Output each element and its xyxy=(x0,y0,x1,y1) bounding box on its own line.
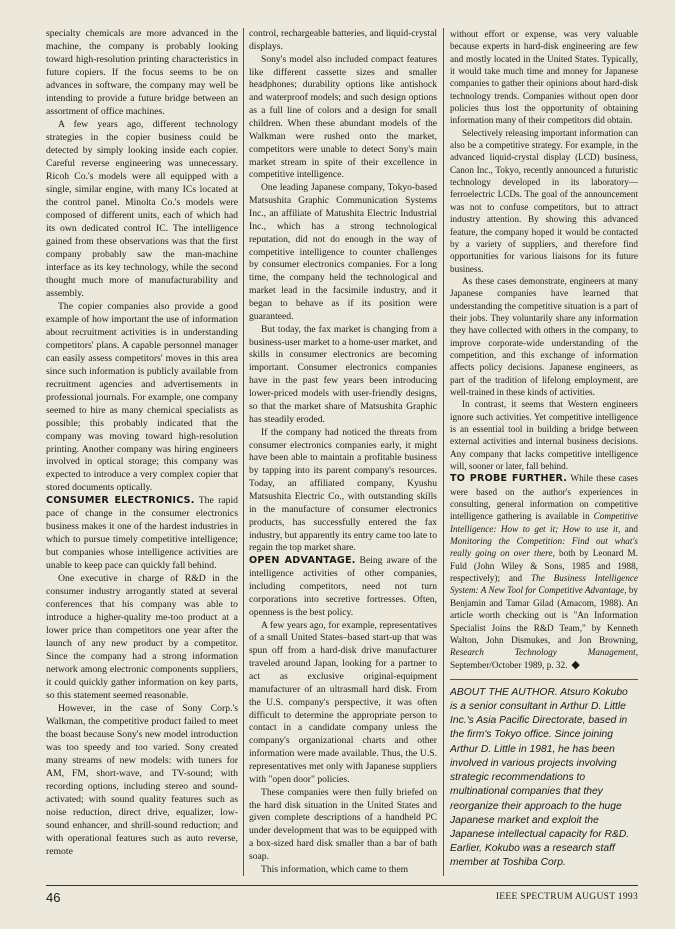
paragraph xyxy=(249,555,437,619)
about-author-lead: ABOUT THE AUTHOR. xyxy=(450,686,558,698)
article-column-3 xyxy=(450,28,638,871)
paragraph-text: While these cases were based on the author's experiences in consulting, general information on competitive intelligence gathering is available in xyxy=(450,473,638,522)
paragraph: But today, the fax market is changing from a business-user market to a home-user market, and skills in consumer electronics are becoming important. Consumer electronics companies have in the past few years been introducing lower-priced models with user-friendly designs, so that the market share of Matsushita Graphic has steadily eroded. xyxy=(249,323,437,425)
paragraph: A few years ago, different technology strategies in the copier business could be detected by simply looking inside each copier. Careful reverse engineering was unnecessary. Ricoh Co.'s models were all equipped with a single, similar engine, with many ICs located at the control panel. Minolta Co.'s models were composed of different units, each of which had its own dedicated control IC. The intelligence gained from these observations was that the first company probably saw the man-machine interface as its key technology, while the second thought much more of manufacturability and assembly. xyxy=(46,118,238,299)
paragraph: Selectively releasing important information can also be a competitive strategy. For example, in the advanced liquid-crystal display (LCD) business, Canon Inc., Tokyo, recently announced a futuristic technology developed in its laboratory—ferroelectric LCDs. The goal of the announcement was not to confuse competitors, but to attract industry attention. By showing this advanced feature, the company hoped it would be contacted by a variety of suppliers, and therefore find opportunities for various liaisons for its future business. xyxy=(450,127,638,274)
section-subhead: OPEN ADVANTAGE. xyxy=(249,555,356,567)
book-title: Competitive Intelligence: How to get it; How to use it, xyxy=(450,511,638,534)
paragraph-text: Being aware of the intelligence activities of other companies, including competitors, need not turn corporations into secretive fortresses. Often, openness is the best policy. xyxy=(249,555,437,618)
paragraph: The copier companies also provide a good example of how important the use of information about recruitment activities is in understanding competitors' plans. A capable personnel manager can easily assess competitors' moves in this area since such information is publicly available from recruitment agencies and advertisements in professional journals. For example, one company seemed to hire as many chemical specialists as possible; this probably indicated that the company was moving toward high-resolution printing. Another company was hiring engineers involved in optical storage; this company was expected to introduce a very complex copier that stored documents optically. xyxy=(46,300,238,494)
paragraph: If the company had noticed the threats from consumer electronics companies early, it might have been able to maintain a profitable business by tapping into its parent company's resources. Today, an affiliated company, Kyushu Matsushita Electric Co., with outstanding skills in the manufacture of consumer electronics products, has successfully entered the fax industry, but apparently its entry came too late to regain the top market share. xyxy=(249,426,437,554)
paragraph: In contrast, it seems that Western engineers ignore such activities. Yet competitive intelligence is an essential tool in building a bridge between external activities and internal business decisions. Any company that lacks competitive intelligence will, sooner or later, fall behind. xyxy=(450,399,638,472)
column-rule xyxy=(443,28,444,876)
journal-title: Research Technology Management, xyxy=(450,647,638,658)
about-author-text: Atsuro Kokubo is a senior consultant in Arthur D. Little Inc.'s Asia Pacific Directorate, based in the firm's Tokyo office. Since joining Arthur D. Little in 1981, he has been involved in various projects involving strategic recommendations to multinational companies that they reorganize their approach to the huge Japanese market and exploit the Japanese intellectual capacity for R&D. Earlier, Kokubo was a research staff member at Toshiba Corp. xyxy=(450,686,630,869)
journal-footer: IEEE SPECTRUM AUGUST 1993 xyxy=(495,892,638,902)
paragraph: control, rechargeable batteries, and liquid-crystal displays. xyxy=(249,28,437,52)
section-subhead: TO PROBE FURTHER. xyxy=(450,473,568,485)
book-title: Monitoring the Competition: Find out what's really going on over there, xyxy=(450,536,638,559)
footer-rule xyxy=(46,885,638,886)
paragraph-text: The rapid pace of change in the consumer electronics business makes it one of the hardest industries in which to pursue timely competitive intelligence; but companies whose intelligence activities are unable to keep pace can quickly fall behind. xyxy=(46,495,238,572)
paragraph: However, in the case of Sony Corp.'s Walkman, the competitive product failed to meet the boast because Sony's new model introduction was too speedy and too varied. Sony created many streams of new models: with tuners for AM, FM, short-wave, and TV-sound; with recording options, including stereo and sound-activated; with sound quality features such as noise reduction, direct drive, equalizer, low-sound enhancer, and shrill-sound reduction; and with operational features such as auto reverse, remote xyxy=(46,703,238,858)
paragraph: As these cases demonstrate, engineers at many Japanese companies have learned that understanding the competitive situation is a part of their jobs. They voluntarily share any information they have collected with others in the company, to improve corporate-wide understanding of the competition, and this exchange of information affects policy decisions. Japanese engineers, as part of the tradition of lifelong employment, are well-trained in these kinds of activities. xyxy=(450,275,638,397)
article-column-1 xyxy=(46,28,238,859)
paragraph: These companies were then fully briefed on the hard disk situation in the United States and given complete descriptions of a handheld PC under development that was to be equipped with a box-sized hard disk smaller than a bar of bath soap. xyxy=(249,786,437,862)
article-column-2 xyxy=(249,28,437,877)
paragraph: One leading Japanese company, Tokyo-based Matsushita Graphic Communication Systems Inc., an affiliate of Matushita Electric Industrial Inc., which has a strong technological reputation, did not do enough in the way of competitive intelligence to counter challenges by consumer electronics companies. For a long time, the company held the technological and market lead in the facsimile industry, and it began to behave as if its position were guaranteed. xyxy=(249,182,437,322)
paragraph: specialty chemicals are more advanced in the machine, the company is probably looking toward high-resolution printing characteristics in future copiers. If the focus seems to be on advances in software, the company may well be intending to provide a future bridge between an assortment of office machines. xyxy=(46,28,238,117)
column-rule xyxy=(243,28,244,876)
paragraph: without effort or expense, was very valuable because experts in hard-disk engineering are few and mostly located in the United States. Typically, it would take much time and money for Japanese companies to gather their opinions about hard-disk technology trends. Companies without open door policies thus lost the opportunity of obtaining information many of their competitors did obtain. xyxy=(450,29,638,126)
paragraph-text: by Benjamin and Tamar Gilad (Amacom, 1988). An article worth checking out is "An Information Specialist Joins the R&D Team," by Kenneth Walton, John Dismukes, and Jon Browning, xyxy=(450,585,638,645)
paragraph: Sony's model also included compact features like different cassette sizes and smaller headphones; durability options like antishock and waterproof models; and such design options as a full line of colors and a design for small children. When these abundant models of the Walkman were rushed onto the market, competitors were unable to detect Sony's main market stream in spite of their excellence in competitive intelligence. xyxy=(249,53,437,181)
paragraph xyxy=(46,495,238,573)
further-reading-paragraph xyxy=(450,472,638,671)
section-subhead: CONSUMER ELECTRONICS. xyxy=(46,495,195,507)
paragraph-text: both by Leonard M. Fuld (John Wiley & Sons, 1985 and 1988, respectively); and xyxy=(450,548,638,584)
page-number: 46 xyxy=(46,890,61,905)
paragraph-text: and xyxy=(620,523,639,534)
paragraph: A few years ago, for example, representatives of a small United States–based start-up that was spun off from a hard-disk drive manufacturer traveled around Japan, looking for a partner to act as exclusive original-equipment manufacturer of an ultrasmall hard disk. From the U.S. company's perspective, it was often difficult to determine the appropriate person to contact in a candidate company unless the company's organizational charts and other information were made available. Thus, the U.S. representatives met only with Japanese suppliers with "open door" policies. xyxy=(249,619,437,785)
book-title: The Business Intelligence System: A New Tool for Competitive Advantage, xyxy=(450,573,638,596)
end-mark-icon: ◆ xyxy=(571,658,580,671)
about-the-author xyxy=(450,679,638,871)
paragraph: One executive in charge of R&D in the consumer industry arrogantly stated at several conferences that his company was able to introduce a higher-quality me-too product at a lower price than competitors one year after the launch of any new product by a competitor. Since the company had a strong information network among electronic components suppliers, it could quickly gather information on key parts, so this statement seemed reasonable. xyxy=(46,573,238,702)
paragraph-text: September/October 1989, p. 32. xyxy=(450,659,568,670)
paragraph: This information, which came to them xyxy=(261,863,409,875)
